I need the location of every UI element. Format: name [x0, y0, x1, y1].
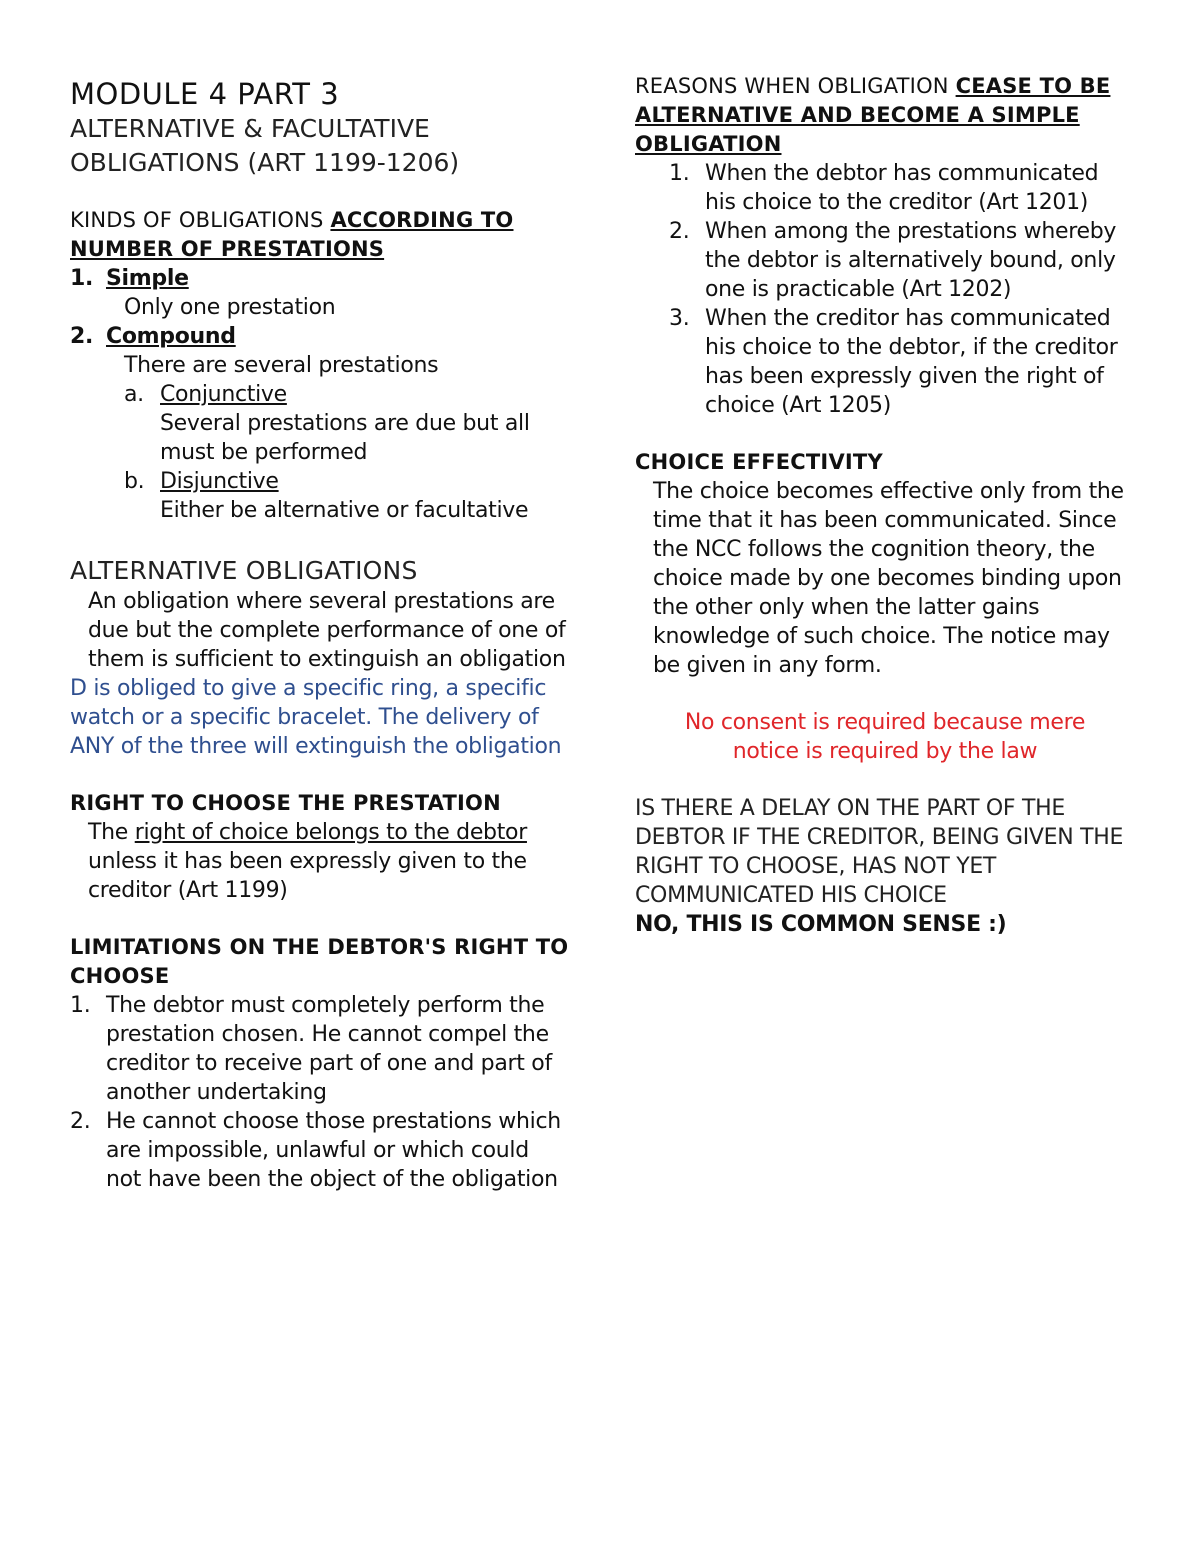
reasons-heading [635, 72, 1135, 159]
list-item-text: He cannot choose those prestations which are impossible, unlawful or which could not have been the object of the obligation [106, 1109, 561, 1192]
right-to-choose-text [70, 818, 570, 905]
conjunctive-label: Conjunctive [160, 382, 287, 407]
list-item [635, 217, 1135, 304]
list-item-text: The debtor must completely perform the prestation chosen. He cannot compel the creditor to receive part of one and part of another undertaking [106, 993, 552, 1105]
right-column [635, 72, 1135, 939]
page-subtitle-line-1: ALTERNATIVE & FACULTATIVE [70, 114, 430, 143]
list-item [635, 304, 1135, 420]
right-to-choose-heading: RIGHT TO CHOOSE THE PRESTATION [70, 791, 501, 815]
sub-item-conjunctive [70, 380, 570, 467]
sub-letter: a. [124, 382, 144, 407]
choice-effectivity-heading: CHOICE EFFECTIVITY [635, 450, 883, 474]
limitations-heading: LIMITATIONS ON THE DEBTOR'S RIGHT TO CHOOSE [70, 935, 569, 988]
list-item-simple [70, 264, 570, 293]
right-to-choose-underlined: right of choice belongs to the debtor [134, 820, 527, 845]
list-item-compound [70, 322, 570, 351]
list-item-text: When among the prestations whereby the debtor is alternatively bound, only one is practicable (Art 1202) [705, 219, 1117, 302]
list-item-text: When the creditor has communicated his choice to the debtor, if the creditor has been expressly given the right of choice (Art 1205) [705, 306, 1118, 418]
choice-effectivity-note: No consent is required because mere notice is required by the law [684, 710, 1086, 764]
sub-item-disjunctive [70, 467, 570, 525]
kinds-heading-bold-1: ACCORDING TO [330, 208, 514, 232]
page-title: MODULE 4 PART 3 [70, 77, 340, 111]
conjunctive-description: Several prestations are due but all must be performed [160, 411, 530, 465]
page-subtitle-line-2: OBLIGATIONS (ART 1199-1206) [70, 148, 460, 177]
list-number: 1. [70, 266, 94, 291]
delay-question: IS THERE A DELAY ON THE PART OF THE DEBTOR IF THE CREDITOR, BEING GIVEN THE RIGHT TO CHOOSE, HAS NOT YET COMMUNICATED HIS CHOICE [635, 796, 1124, 908]
list-item [70, 991, 570, 1107]
left-column [70, 72, 570, 1194]
list-number: 3. [669, 306, 690, 331]
compound-label: Compound [106, 324, 236, 349]
kinds-heading [70, 206, 570, 235]
kinds-heading-bold-2: NUMBER OF PRESTATIONS [70, 237, 385, 261]
alternative-heading: ALTERNATIVE OBLIGATIONS [70, 556, 418, 585]
sub-letter: b. [124, 469, 145, 494]
simple-label: Simple [106, 266, 189, 291]
alternative-definition: An obligation where several prestations are due but the complete performance of one of them is sufficient to extinguish an obligation [88, 589, 566, 672]
compound-description: There are several prestations [124, 353, 439, 378]
alternative-example: D is obliged to give a specific ring, a specific watch or a specific bracelet. The delivery of ANY of the three will extinguish the obligation [70, 676, 562, 759]
delay-answer: NO, THIS IS COMMON SENSE :) [635, 912, 1007, 937]
list-number: 1. [669, 161, 690, 186]
right-to-choose-pre: The [88, 820, 135, 845]
simple-description: Only one prestation [124, 295, 336, 320]
list-number: 2. [70, 1109, 91, 1134]
disjunctive-label: Disjunctive [160, 469, 279, 494]
list-number: 2. [669, 219, 690, 244]
list-number: 2. [70, 324, 94, 349]
reasons-heading-plain: REASONS WHEN OBLIGATION [635, 74, 956, 98]
disjunctive-description: Either be alternative or facultative [160, 498, 529, 523]
right-to-choose-post: unless it has been expressly given to the creditor (Art 1199) [88, 849, 527, 903]
list-item [635, 159, 1135, 217]
choice-effectivity-text: The choice becomes effective only from the time that it has been communicated. Since the NCC follows the cognition theory, the choice made by one becomes binding upon the other only when the latter gains knowledge of such choice. The notice may be given in any form. [653, 479, 1124, 678]
list-item [70, 1107, 570, 1194]
reasons-heading-bold: CEASE TO BE ALTERNATIVE AND BECOME A SIMPLE OBLIGATION [635, 74, 1111, 156]
list-number: 1. [70, 993, 91, 1018]
list-item-text: When the debtor has communicated his choice to the creditor (Art 1201) [705, 161, 1099, 215]
kinds-heading-plain: KINDS OF OBLIGATIONS [70, 208, 331, 232]
